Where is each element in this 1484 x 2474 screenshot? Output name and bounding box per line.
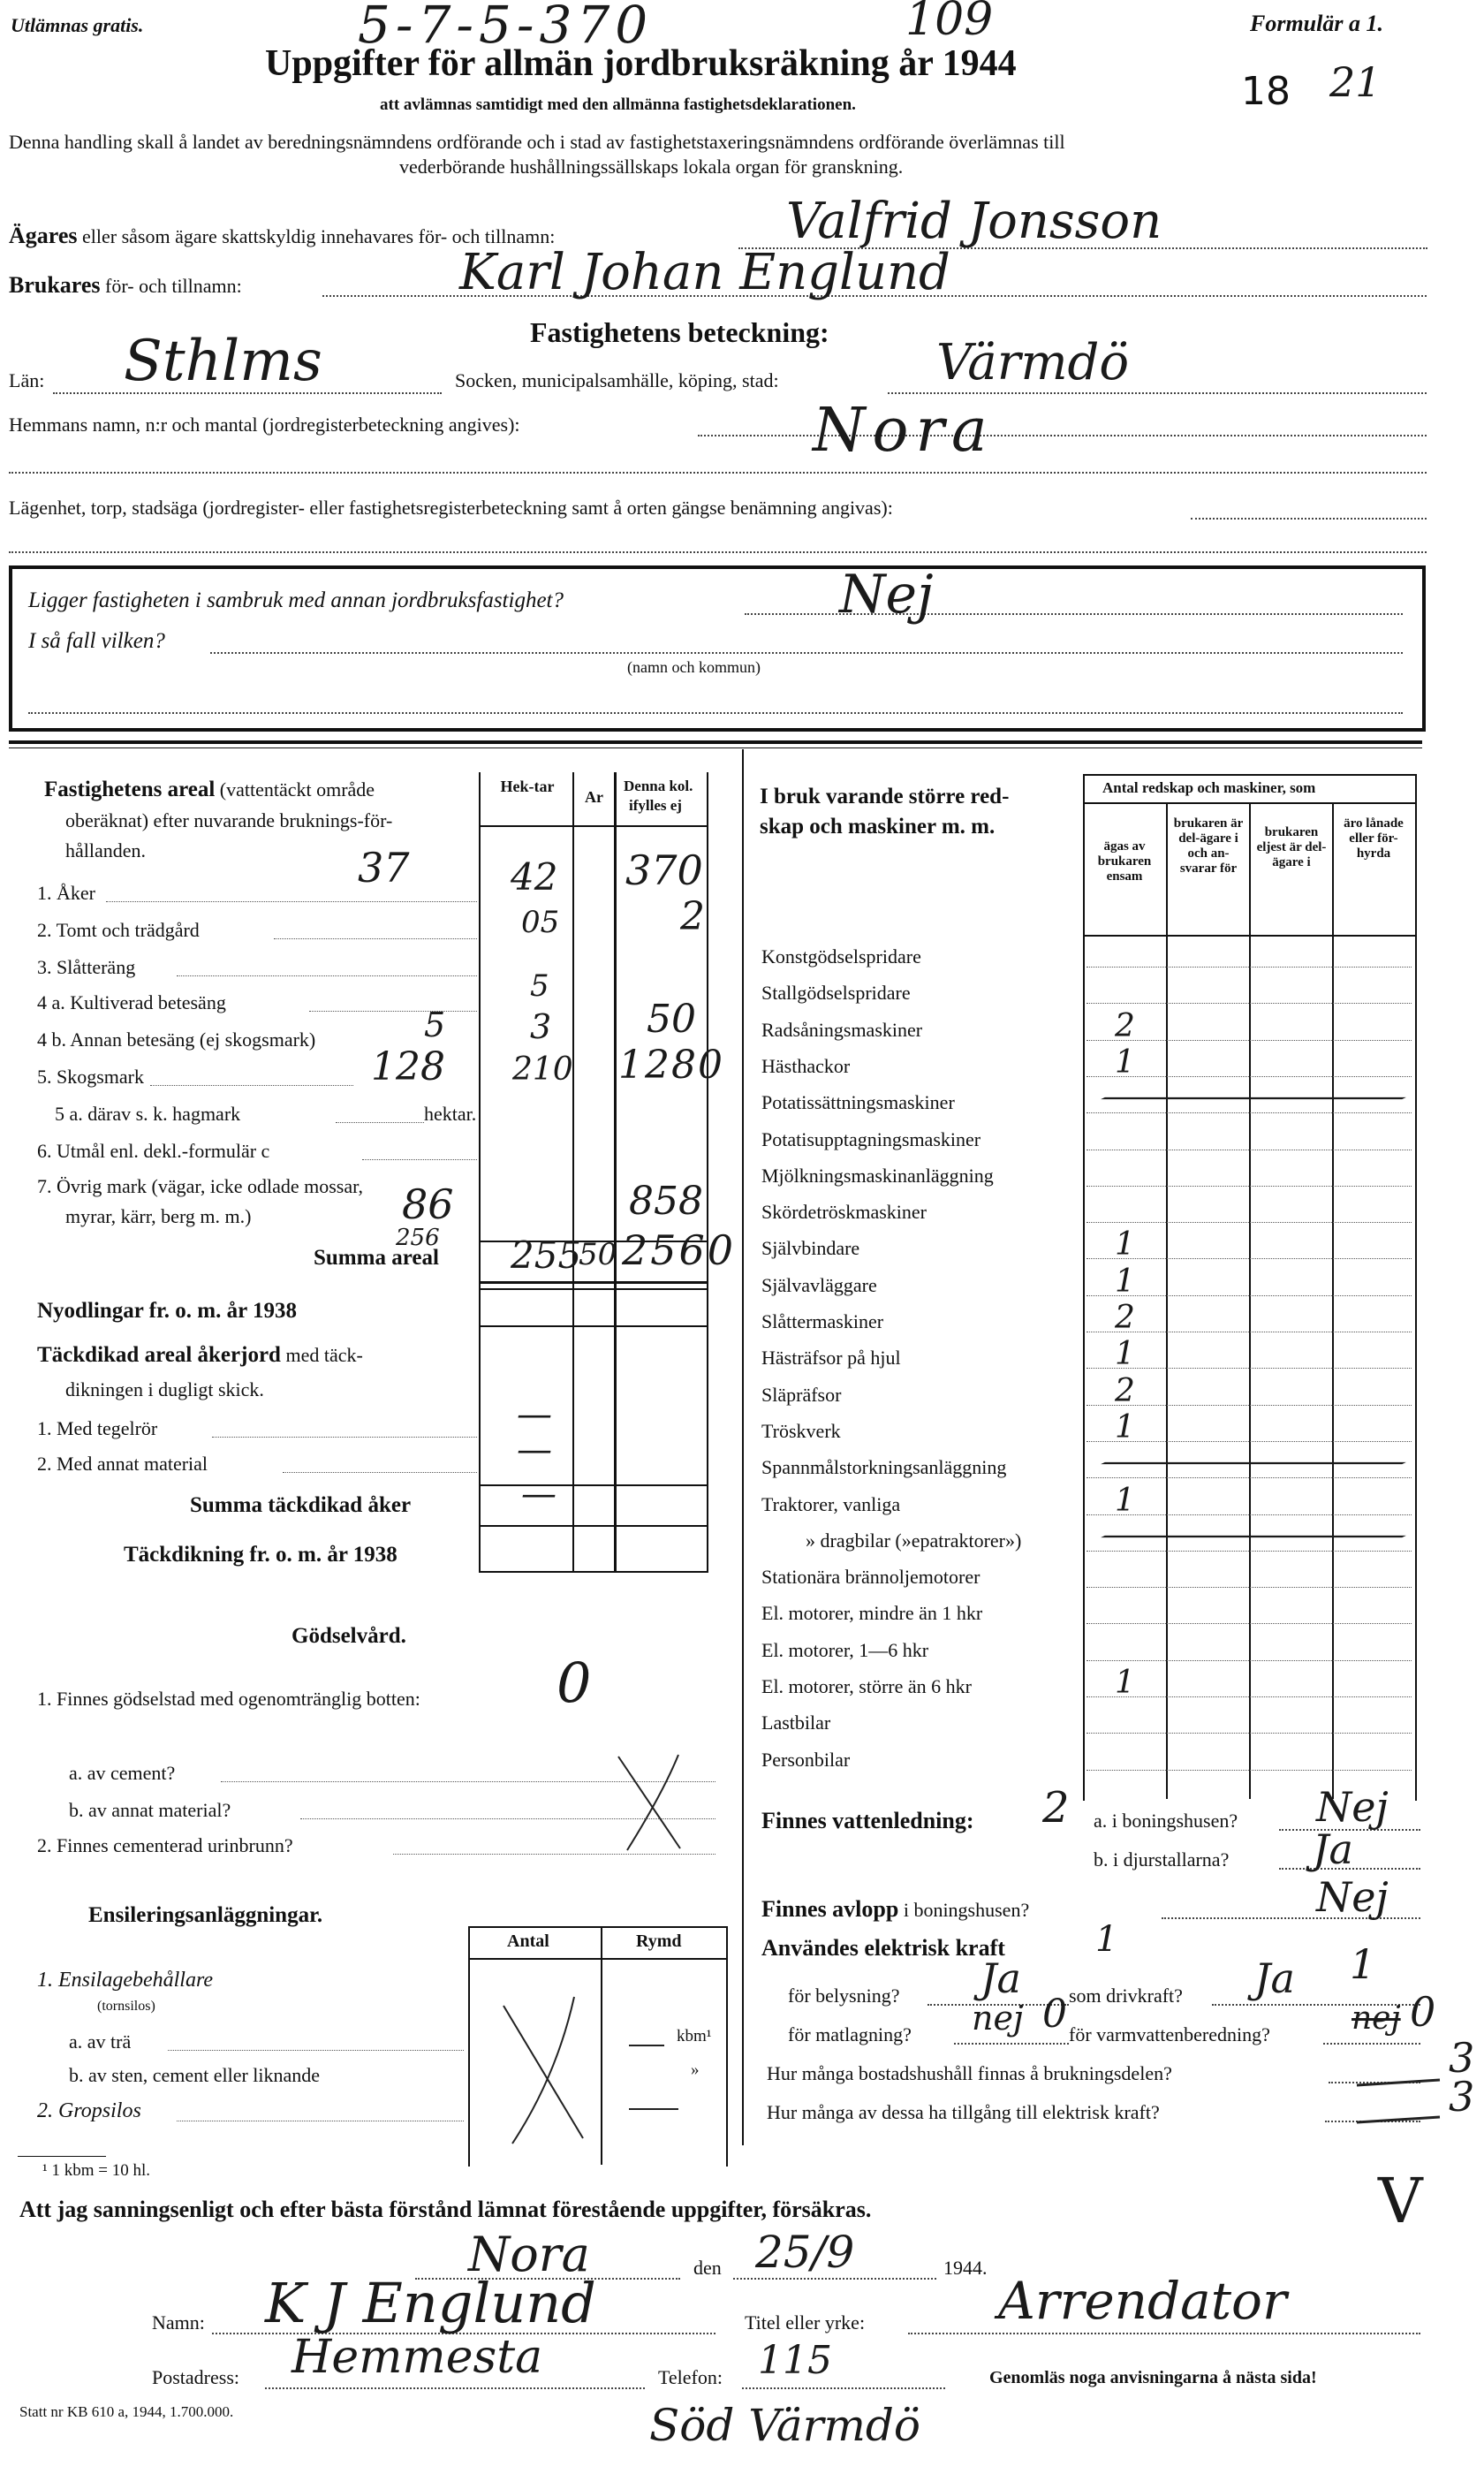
titel-value: Arrendator <box>998 2271 1287 2331</box>
ensilering-r1: 1. Ensilagebehållare <box>37 1969 214 1992</box>
ensilering-dash-gropsilos <box>629 2108 678 2110</box>
belysning-value: Ja <box>980 1954 1021 2002</box>
redskap-item-label: Tröskverk <box>761 1419 841 1442</box>
user-label-bold: Brukares <box>9 272 101 298</box>
tillgang-label: Hur många av dessa ha tillgång till elektrisk kraft? <box>767 2101 1160 2123</box>
redskap-col3-header: brukaren eljest är del-ägare i <box>1256 825 1327 869</box>
varmvatten-line <box>1323 2043 1420 2045</box>
row-dots <box>283 1472 477 1473</box>
godsel-q1: 1. Finnes gödselstad med ogenomtränglig botten: <box>37 1688 420 1710</box>
date-line <box>733 2278 936 2280</box>
row-dots <box>212 1437 477 1438</box>
printer-note: Statt nr KB 610 a, 1944, 1.700.000. <box>19 2403 234 2420</box>
tackdikad-row-annat <box>37 1453 208 1476</box>
row-dots <box>150 1085 353 1086</box>
matlagning-line <box>954 2043 1069 2045</box>
godsel-q1-value: 0 <box>556 1651 592 1715</box>
redskap-item-label: Konstgödselspridare <box>761 945 921 968</box>
row-dots <box>1086 1368 1412 1369</box>
areal-row-num: 2. <box>37 919 52 941</box>
summa-tackdikad-label: Summa täckdikad åker <box>190 1493 412 1517</box>
areal-row-num: 1. <box>37 882 52 904</box>
avlopp-label <box>761 1896 1029 1923</box>
ensilering-ra: a. av trä <box>69 2030 132 2053</box>
redskap-heading-2: skap och maskiner m. m. <box>760 815 996 839</box>
areal-row-kultiverad <box>37 991 226 1014</box>
user-label-text: för- och tillnamn: <box>105 275 242 297</box>
postadress-label: Postadress: <box>152 2366 239 2388</box>
namn-value: K J Englund <box>265 2271 596 2335</box>
row-dots <box>1086 1587 1412 1588</box>
areal-row-num: 7. <box>37 1175 52 1197</box>
redskap-item-value: 2 <box>1115 1007 1135 1044</box>
redskap-item-label: Hästräfsor på hjul <box>761 1347 901 1370</box>
el-hw: 1 <box>1095 1919 1118 1960</box>
summa-tackdikad-value: — <box>521 1474 556 1514</box>
sambruk-question: Ligger fastigheten i sambruk med annan jordbruksfastighet? <box>28 588 564 612</box>
redskap-item-label: Hästhackor <box>761 1054 851 1077</box>
ensilering-dash-a <box>629 2045 664 2046</box>
areal-row-label: Utmål enl. dekl.-formulär c <box>57 1140 270 1162</box>
redskap-item-label: Spannmålstorkningsanläggning <box>761 1456 1007 1479</box>
tackdikad-label: Med tegelrör <box>57 1417 158 1439</box>
ensilering-header-line <box>468 1958 726 1960</box>
areal-heading-line-2: oberäknat) efter nuvarande bruknings-för- <box>65 809 393 831</box>
areal-hektar-tomt: 05 <box>521 905 560 940</box>
tackdikad-row-tegelror <box>37 1417 157 1440</box>
drivkraft-hw: 1 <box>1350 1940 1376 1988</box>
areal-denna-annan: 50 <box>647 997 696 1042</box>
areal-col-div-4 <box>707 772 708 1572</box>
redskap-item-label: » dragbilar (»epatraktorer») <box>806 1529 1022 1552</box>
areal-row-hagmark <box>55 1103 240 1126</box>
summa-hektar: 255 <box>511 1233 582 1277</box>
areal-row-label: Slåtteräng <box>57 956 136 978</box>
hushall-label: Hur många bostadshushåll finnas å brukningsdelen? <box>767 2062 1172 2084</box>
areal-col-div-2 <box>572 772 574 1572</box>
ensilering-ra-unit: kbm¹ <box>677 2027 712 2045</box>
row-dots <box>1086 1441 1412 1442</box>
areal-row-label: a. Kultiverad betesäng <box>51 991 226 1013</box>
row-dots <box>1086 1222 1412 1223</box>
ensilering-col-div <box>601 1926 602 2165</box>
redskap-item-value: 1 <box>1115 1226 1135 1264</box>
areal-row-num: 4 <box>37 991 47 1013</box>
ensilering-heading: Ensileringsanläggningar. <box>88 1903 323 1927</box>
row-dots <box>274 938 477 939</box>
telefon-hw-2: Söd Värmdö <box>649 2400 921 2451</box>
lagenhet-label: Lägenhet, torp, stadsäga (jordregister- eller fastighetsregisterbeteckning samt å orten gängse benämning angivas): <box>9 497 893 519</box>
sambruk-followup-line <box>210 652 1403 654</box>
belysning-label: för belysning? <box>788 1985 900 2007</box>
areal-row-label: Skogsmark <box>57 1066 144 1088</box>
areal-heading-bold: Fastighetens areal <box>44 778 216 801</box>
redskap-item-label: Lastbilar <box>761 1711 831 1734</box>
varmvatten-value: nej <box>1352 2000 1401 2037</box>
drivkraft-label: som drivkraft? <box>1069 1985 1183 2007</box>
godsel-qa: a. av cement? <box>69 1762 176 1784</box>
summa-ar: 50 <box>579 1237 617 1272</box>
ensilering-cross-mark <box>495 1988 592 2147</box>
areal-row-utmal <box>37 1140 269 1163</box>
row-dots <box>1086 1696 1412 1697</box>
nyodlingar-label: Nyodlingar fr. o. m. år 1938 <box>37 1299 297 1323</box>
areal-hw-left-ovrig: 86 <box>402 1180 454 1228</box>
tackdikad-num: 2. <box>37 1453 52 1475</box>
summa-line-bottom <box>479 1281 708 1284</box>
socken-value: Värmdö <box>936 334 1130 391</box>
row-dots <box>1086 1003 1412 1004</box>
areal-hektar-aker: 42 <box>511 855 558 899</box>
redskap-item-label: Mjölkningsmaskinanläggning <box>761 1164 994 1187</box>
user-label <box>9 272 242 299</box>
redskap-item-label: Stallgödselspridare <box>761 982 911 1005</box>
redskap-item-value: 1 <box>1115 1408 1135 1446</box>
row-dots <box>362 1159 477 1160</box>
hemman-line-1 <box>698 435 1427 436</box>
areal-hektar-annan: 3 <box>530 1007 552 1046</box>
areal-heading-line-3: hållanden. <box>65 839 147 861</box>
ensilering-footnote: ¹ 1 kbm = 10 hl. <box>42 2161 150 2180</box>
areal-row-num: 5 <box>55 1103 64 1125</box>
areal-row-ovrig <box>37 1175 363 1198</box>
drivkraft-value: Ja <box>1254 1954 1295 2002</box>
sambruk-extra-line <box>28 712 1403 714</box>
el-label: Användes elektrisk kraft <box>761 1935 1005 1961</box>
ensilering-r2: 2. Gropsilos <box>37 2099 141 2122</box>
tackdikad-heading-bold: Täckdikad areal åkerjord <box>37 1343 281 1367</box>
vatten-b-value: Ja <box>1313 1825 1353 1873</box>
telefon-label: Telefon: <box>658 2366 723 2388</box>
sambruk-followup: I så fall vilken? <box>28 629 165 653</box>
redskap-item-label: Skördetröskmaskiner <box>761 1201 927 1224</box>
row-dots <box>1086 1770 1412 1771</box>
row-dots <box>1086 1258 1412 1259</box>
redskap-item-value: 2 <box>1115 1300 1135 1336</box>
summa-hw-left: 256 <box>396 1225 440 1251</box>
row-dots <box>1086 1405 1412 1406</box>
redskap-col4-header: äro lånade eller för-hyrda <box>1344 816 1404 861</box>
redskap-item-value: — <box>1088 1079 1419 1115</box>
redskap-col-div-3 <box>1332 802 1334 1799</box>
tackdikad-sum-line <box>479 1484 708 1486</box>
matlagning-label: för matlagning? <box>788 2023 912 2045</box>
hw-top-number: 109 <box>905 0 994 46</box>
owner-value: Valfrid Jonsson <box>786 193 1162 250</box>
areal-row-label: a. därav s. k. hagmark <box>69 1103 241 1125</box>
free-label: Utlämnas gratis. <box>11 14 144 36</box>
titel-line <box>908 2333 1420 2334</box>
tackdikad-label: Med annat material <box>57 1453 208 1475</box>
ensilering-rb-unit: » <box>691 2060 700 2079</box>
matlagning-value: nej <box>972 1999 1024 2038</box>
matlagning-hw: 0 <box>1042 1992 1067 2037</box>
form-subtitle: att avlämnas samtidigt med den allmänna fastighetsdeklarationen. <box>380 95 856 114</box>
postadress-value: Hemmesta <box>292 2331 543 2384</box>
redskap-item-label: Stationära brännoljemotorer <box>761 1566 980 1589</box>
areal-denna-skog: 1280 <box>618 1043 724 1088</box>
footnote-separator <box>18 2156 106 2157</box>
redskap-item-label: El. motorer, 1—6 hkr <box>761 1638 929 1661</box>
socken-label: Socken, municipalsamhälle, köping, stad: <box>455 369 779 391</box>
varmvatten-hw: 0 <box>1410 1988 1436 2036</box>
tackdikad-heading <box>37 1343 363 1368</box>
vatten-a-label: a. i boningshusen? <box>1094 1810 1238 1832</box>
tackdikning-label: Täckdikning fr. o. m. år 1938 <box>124 1543 398 1567</box>
tackdikad-line-2: dikningen i dugligt skick. <box>65 1378 264 1400</box>
titel-label: Titel eller yrke: <box>745 2311 866 2334</box>
form-title: Uppgifter för allmän jordbruksräkning år 1944 <box>265 43 1017 84</box>
areal-col-div-1 <box>479 772 481 1572</box>
areal-row-annan-betesang <box>37 1028 315 1051</box>
signature-place: Nora <box>468 2227 590 2282</box>
row-dots <box>1086 967 1412 968</box>
areal-hektar-kultiverad: 5 <box>530 968 549 1004</box>
row-dots <box>1086 1076 1412 1077</box>
row-dots <box>1086 1733 1412 1734</box>
areal-hw-left-annan: 5 <box>424 1006 446 1044</box>
col-ar-header: Ar <box>585 788 603 806</box>
ensilering-rb: b. av sten, cement eller liknande <box>69 2064 321 2086</box>
redskap-item-label: Potatisupptagningsmaskiner <box>761 1127 981 1150</box>
redskap-item-label: Självavläggare <box>761 1273 877 1296</box>
redskap-item-label: Potatissättningsmaskiner <box>761 1091 955 1114</box>
lagenhet-line-2 <box>9 551 1427 553</box>
redskap-item-value: 1 <box>1115 1482 1135 1519</box>
row-dots <box>1086 1514 1412 1515</box>
areal-row-label: Tomt och trädgård <box>56 919 200 941</box>
godsel-qb: b. av annat material? <box>69 1799 231 1821</box>
tackdikad-sum-bottom <box>479 1525 708 1527</box>
areal-row-num: 4 <box>37 1028 47 1051</box>
col-hektar-header: Hek-tar <box>500 778 555 795</box>
redskap-group-header: Antal redskap och maskiner, som <box>1102 779 1316 796</box>
areal-row-label: Övrig mark (vägar, icke odlade mossar, <box>57 1175 364 1197</box>
redskap-item-value: — <box>1088 1516 1419 1552</box>
instruction-line-1: Denna handling skall å landet av beredningsnämndens ordförande och i stad av fastighetstaxeringsnämndens ordförande överlämnas till <box>9 131 1065 153</box>
vatten-hw: 2 <box>1042 1783 1070 1833</box>
areal-row-skogsmark <box>37 1066 144 1089</box>
areal-row-aker <box>37 882 95 905</box>
godsel-q2: 2. Finnes cementerad urinbrunn? <box>37 1834 293 1856</box>
areal-row-label: Åker <box>57 882 95 904</box>
postadress-line <box>265 2387 645 2389</box>
ensilering-r1-sub: (tornsilos) <box>97 1999 155 2014</box>
telefon-line <box>742 2387 945 2389</box>
hemman-value: Nora <box>813 396 995 466</box>
areal-denna-aker: 370 <box>625 846 703 894</box>
vatten-b-label: b. i djurstallarna? <box>1094 1848 1230 1871</box>
row-dots <box>1086 1623 1412 1624</box>
hw-document-number: 5-7-5-370 <box>358 0 654 55</box>
redskap-item-label: Självbindare <box>761 1237 860 1260</box>
owner-label-text: eller såsom ägare skattskyldig innehavares för- och tillnamn: <box>82 225 556 247</box>
row-dots <box>336 1122 424 1123</box>
tackdikad-value-annat: — <box>517 1430 552 1470</box>
property-heading: Fastighetens beteckning: <box>530 316 829 348</box>
sambruk-answer: Nej <box>839 564 934 626</box>
summa-areal-label: Summa areal <box>314 1246 439 1270</box>
summa-line-bottom-2 <box>479 1288 708 1290</box>
redskap-col1-header: ägas av brukaren ensam <box>1097 839 1152 884</box>
row-dots <box>1086 1040 1412 1041</box>
areal-heading-rest: (vattentäckt område <box>219 778 375 801</box>
avlopp-label-bold: Finnes avlopp <box>761 1896 899 1922</box>
hushall-strike-marks <box>1352 2059 1449 2129</box>
instruction-line-2: vederbörande hushållningssällskaps lokala organ för granskning. <box>399 156 904 178</box>
godsel-heading: Gödselvård. <box>292 1624 406 1648</box>
signature-date: 25/9 <box>755 2227 855 2278</box>
redskap-item-value: 2 <box>1115 1372 1135 1409</box>
lan-value: Sthlms <box>124 329 322 394</box>
areal-hw-left-aker: 37 <box>358 844 410 892</box>
tillgang-value: 3 <box>1449 2073 1475 2121</box>
hw-side-number-2: 21 <box>1329 58 1382 106</box>
redskap-heading-1: I bruk varande större red- <box>760 785 1010 808</box>
redskap-item-label: Radsåningsmaskiner <box>761 1018 923 1041</box>
areal-heading <box>44 778 375 802</box>
redskap-item-label: Slåttermaskiner <box>761 1310 884 1332</box>
varmvatten-label: för varmvattenberedning? <box>1069 2023 1270 2045</box>
check-mark: V <box>1378 2165 1423 2237</box>
section-separator <box>9 740 1422 744</box>
year-label: 1944. <box>943 2257 988 2279</box>
tackdikad-num: 1. <box>37 1417 52 1439</box>
telefon-value: 115 <box>758 2338 832 2383</box>
avlopp-label-rest: i boningshusen? <box>903 1899 1030 1921</box>
ensilering-col-antal: Antal <box>507 1931 549 1951</box>
areal-denna-ovrig: 858 <box>629 1179 703 1224</box>
areal-denna-tomt: 2 <box>680 894 705 939</box>
genomlas-note: Genomläs noga anvisningarna å nästa sida! <box>989 2368 1317 2387</box>
row-dots <box>106 901 477 902</box>
areal-row-tomt <box>37 919 200 942</box>
areal-hagmark-unit: hektar. <box>424 1103 477 1125</box>
redskap-item-label: El. motorer, mindre än 1 hkr <box>761 1602 983 1625</box>
row-dots <box>1086 1660 1412 1661</box>
row-dots <box>168 2050 464 2051</box>
hw-side-number: 18 <box>1241 69 1291 114</box>
areal-row-label: b. Annan betesäng (ej skogsmark) <box>51 1028 316 1051</box>
lan-label: Län: <box>9 369 45 391</box>
namn-label: Namn: <box>152 2311 205 2334</box>
row-dots <box>309 1011 477 1012</box>
areal-col-div-3 <box>614 772 617 1572</box>
godsel-cross-mark <box>610 1749 689 1856</box>
redskap-item-label: El. motorer, större än 6 hkr <box>761 1675 972 1697</box>
areal-header-bottom <box>479 825 708 827</box>
lagenhet-line-1 <box>1191 518 1427 520</box>
socken-line <box>888 392 1427 394</box>
col-denna-header-1: Denna kol. <box>624 778 693 794</box>
redskap-item-value: 1 <box>1115 1263 1135 1300</box>
sambruk-caption: (namn och kommun) <box>627 658 761 676</box>
redskap-col2-header: brukaren är del-ägare i och an-svarar för <box>1173 816 1244 876</box>
vatten-a-value: Nej <box>1316 1783 1389 1831</box>
tackdikad-heading-rest: med täck- <box>285 1344 363 1366</box>
hemman-label: Hemmans namn, n:r och mantal (jordregisterbeteckning angives): <box>9 414 520 436</box>
redskap-item-value: 1 <box>1115 1665 1135 1701</box>
redskap-item-label: Släpräfsor <box>761 1383 842 1406</box>
redskap-item-value: 1 <box>1115 1043 1135 1081</box>
tackdikad-value-tegelror: — <box>517 1394 552 1435</box>
areal-row-ovrig-line-2: myrar, kärr, berg m. m.) <box>65 1205 252 1227</box>
nyodlingar-line <box>479 1325 708 1327</box>
hushall-value: 3 <box>1449 2034 1475 2082</box>
areal-hw-left-skog: 128 <box>371 1044 445 1089</box>
vatten-label: Finnes vattenledning: <box>761 1808 974 1833</box>
user-value: Karl Johan Englund <box>459 244 950 301</box>
tackdikning-line <box>479 1571 708 1573</box>
main-vertical-divider <box>742 749 744 2145</box>
ensilering-col-rymd: Rymd <box>636 1931 682 1951</box>
hemman-line-2 <box>9 472 1427 474</box>
col-denna-header-2: ifylles ej <box>629 797 682 814</box>
avlopp-value: Nej <box>1316 1873 1389 1921</box>
den-label: den <box>693 2257 722 2279</box>
areal-row-num: 5. <box>37 1066 52 1088</box>
redskap-item-value: — <box>1088 1444 1419 1480</box>
areal-row-num: 6. <box>37 1140 52 1162</box>
row-dots <box>177 975 477 976</box>
summa-denna: 2560 <box>622 1226 737 1274</box>
areal-hektar-skog: 210 <box>512 1051 573 1088</box>
redskap-col-div-2 <box>1249 802 1251 1799</box>
form-label: Formulär a 1. <box>1250 11 1383 36</box>
redskap-item-label: Traktorer, vanliga <box>761 1492 901 1515</box>
redskap-col-div-1 <box>1166 802 1168 1799</box>
areal-row-slatterang <box>37 956 135 979</box>
owner-label-bold: Ägares <box>9 223 78 248</box>
redskap-item-label: Personbilar <box>761 1748 851 1771</box>
row-dots <box>1086 1295 1412 1296</box>
areal-row-num: 3. <box>37 956 52 978</box>
row-dots <box>1086 1186 1412 1187</box>
redskap-item-value: 1 <box>1115 1336 1135 1373</box>
declaration: Att jag sanningsenligt och efter bästa förstånd lämnat förestående uppgifter, försäkras. <box>19 2197 872 2222</box>
